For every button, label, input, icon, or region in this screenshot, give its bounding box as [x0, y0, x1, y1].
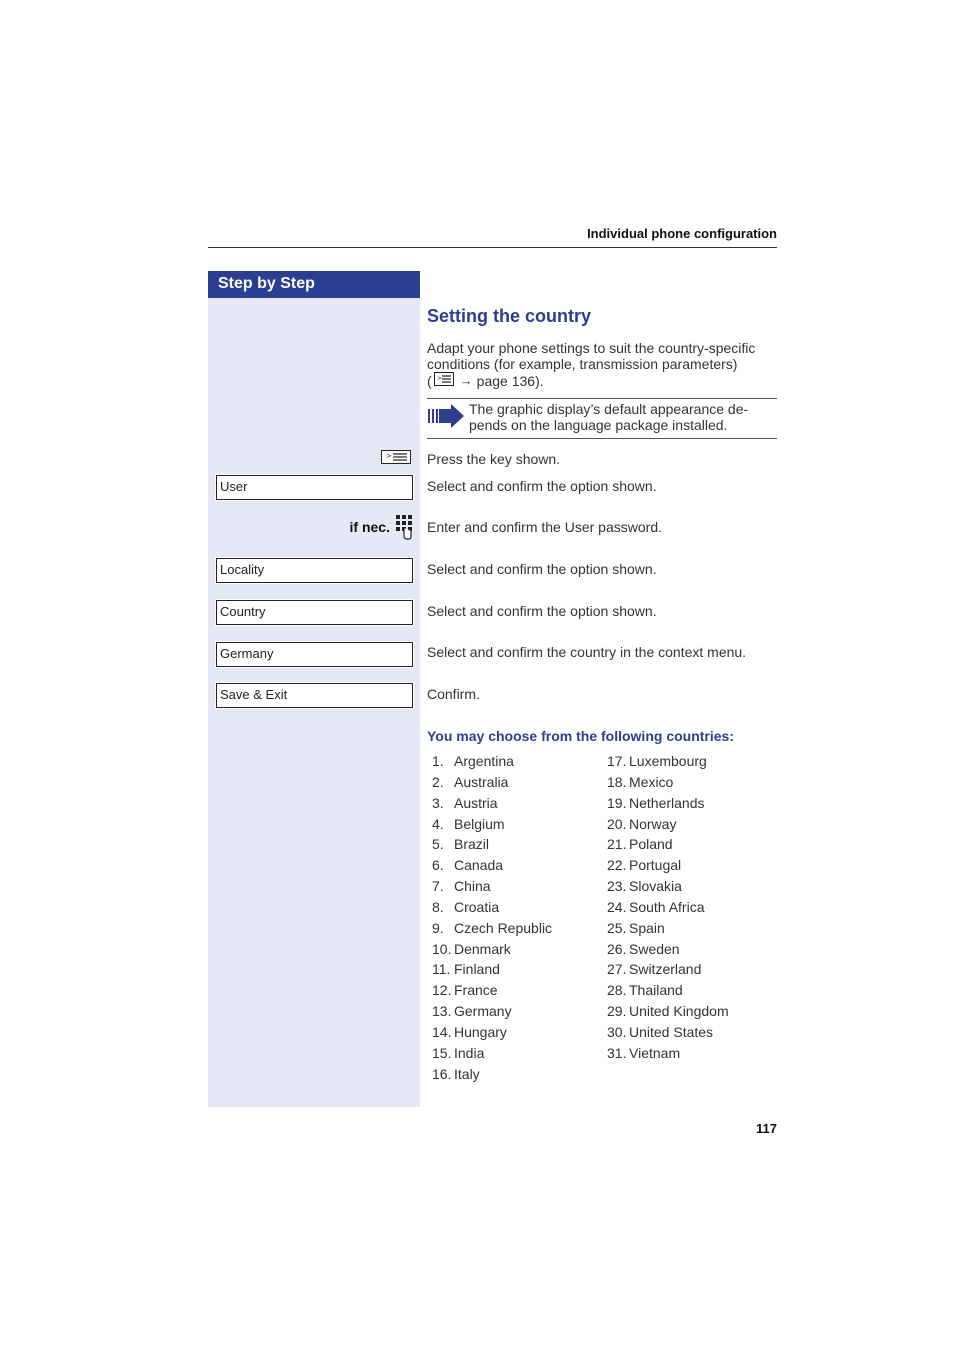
- country-name: Austria: [454, 794, 498, 811]
- list-item: [607, 1022, 777, 1043]
- countries-heading: You may choose from the following countries:: [427, 728, 734, 744]
- list-item: [607, 980, 777, 1001]
- country-number: 31.: [607, 1044, 627, 1061]
- step-text-2: Select and confirm the option shown.: [427, 478, 657, 494]
- intro-paragraph: [427, 340, 777, 389]
- country-name: Spain: [629, 919, 665, 936]
- intro-line-1: Adapt your phone settings to suit the country-specific: [427, 340, 756, 356]
- option-save-exit[interactable]: Save & Exit: [216, 683, 413, 708]
- list-item: [432, 751, 602, 772]
- country-name: Canada: [454, 857, 504, 874]
- country-name: South Africa: [629, 898, 705, 915]
- country-name: India: [454, 1044, 485, 1061]
- list-item: [607, 959, 777, 980]
- country-number: 29.: [607, 1003, 627, 1020]
- list-item: [432, 1001, 602, 1022]
- country-name: Hungary: [454, 1023, 507, 1040]
- country-name: Thailand: [629, 982, 683, 999]
- country-number: 15.: [432, 1044, 452, 1061]
- list-item: [607, 897, 777, 918]
- section-header: Individual phone configuration: [587, 226, 777, 241]
- page-reference[interactable]: page 136).: [476, 372, 544, 389]
- country-name: Brazil: [454, 836, 490, 853]
- list-item: [432, 1022, 602, 1043]
- list-item: [607, 814, 777, 835]
- step-by-step-title: Step by Step: [208, 271, 420, 298]
- option-country[interactable]: Country: [216, 600, 413, 625]
- list-item: [432, 959, 602, 980]
- arrow-right-icon: →: [459, 372, 473, 388]
- note-bottom-rule: [427, 438, 777, 439]
- country-number: 2.: [432, 773, 444, 790]
- list-item: [432, 772, 602, 793]
- country-number: 22.: [607, 857, 627, 874]
- menu-key-icon: [381, 450, 411, 469]
- list-item: [607, 793, 777, 814]
- country-number: 10.: [432, 940, 452, 957]
- country-number: 8.: [432, 898, 444, 915]
- page-number: 117: [756, 1121, 777, 1136]
- list-item: [432, 793, 602, 814]
- note-line-1: The graphic display’s default appearance de-: [469, 401, 749, 417]
- list-item: [432, 980, 602, 1001]
- step-text-1: Press the key shown.: [427, 451, 561, 467]
- svg-text:>: >: [436, 375, 442, 382]
- list-item: [432, 876, 602, 897]
- country-number: 26.: [607, 940, 627, 957]
- list-item: [432, 855, 602, 876]
- keypad-icon: [395, 514, 413, 545]
- list-item: [432, 939, 602, 960]
- country-number: 11.: [432, 961, 451, 978]
- option-locality[interactable]: Locality: [216, 558, 413, 583]
- if-nec-label: if nec.: [349, 519, 390, 535]
- country-number: 4.: [432, 815, 444, 832]
- country-number: 7.: [432, 878, 444, 895]
- country-number: 24.: [607, 898, 627, 915]
- list-item: [432, 918, 602, 939]
- country-number: 3.: [432, 794, 444, 811]
- menu-key-icon: [434, 372, 454, 389]
- country-name: Portugal: [629, 857, 682, 874]
- note-arrow-icon: [427, 404, 465, 433]
- country-name: Argentina: [454, 753, 514, 769]
- note-top-rule: [427, 398, 777, 399]
- country-number: 28.: [607, 982, 627, 999]
- country-name: United Kingdom: [629, 1003, 729, 1020]
- country-name: Finland: [454, 961, 500, 978]
- step-text-7: Confirm.: [427, 686, 480, 702]
- country-name: Italy: [454, 1065, 480, 1082]
- country-name: Czech Republic: [454, 919, 553, 936]
- country-name: Slovakia: [629, 878, 682, 895]
- note-text: [469, 401, 769, 433]
- country-name: Australia: [454, 773, 509, 790]
- list-item: [607, 834, 777, 855]
- country-number: 19.: [607, 794, 627, 811]
- list-item: [607, 939, 777, 960]
- list-item: [607, 751, 777, 772]
- list-item: [607, 1001, 777, 1022]
- list-item: [607, 876, 777, 897]
- list-item: [432, 814, 602, 835]
- country-number: 16.: [432, 1065, 452, 1082]
- country-name: Vietnam: [629, 1044, 681, 1061]
- country-number: 18.: [607, 773, 627, 790]
- country-name: Switzerland: [629, 961, 702, 978]
- list-item: [607, 855, 777, 876]
- country-number: 23.: [607, 878, 627, 895]
- country-name: Belgium: [454, 815, 505, 832]
- step-text-4: Select and confirm the option shown.: [427, 561, 657, 577]
- country-number: 5.: [432, 836, 444, 853]
- country-number: 25.: [607, 919, 627, 936]
- svg-text:>: >: [386, 452, 392, 460]
- country-number: 14.: [432, 1023, 452, 1040]
- country-name: Norway: [629, 815, 677, 832]
- intro-line-2: conditions (for example, transmission parameters): [427, 356, 738, 372]
- list-item: [432, 1064, 602, 1085]
- country-name: Denmark: [454, 940, 511, 957]
- country-number: 9.: [432, 919, 444, 936]
- list-item: [607, 918, 777, 939]
- note-line-2: pends on the language package installed.: [469, 417, 728, 433]
- country-list-left: [432, 751, 602, 1085]
- list-item: [432, 834, 602, 855]
- country-name: France: [454, 982, 498, 999]
- header-divider: [208, 247, 777, 248]
- page-title: Setting the country: [427, 306, 592, 326]
- country-list-right: [607, 751, 777, 1064]
- option-user[interactable]: User: [216, 475, 413, 500]
- country-name: Luxembourg: [629, 753, 707, 769]
- country-number: 6.: [432, 857, 444, 874]
- country-name: Poland: [629, 836, 673, 853]
- country-name: Netherlands: [629, 794, 705, 811]
- list-item: [432, 1043, 602, 1064]
- list-item: [607, 1043, 777, 1064]
- step-text-3: Enter and confirm the User password.: [427, 519, 662, 535]
- list-item: [432, 897, 602, 918]
- country-number: 13.: [432, 1003, 452, 1020]
- country-number: 30.: [607, 1023, 627, 1040]
- country-number: 20.: [607, 815, 627, 832]
- country-name: United States: [629, 1023, 714, 1040]
- country-name: Croatia: [454, 898, 500, 915]
- step-text-5: Select and confirm the option shown.: [427, 603, 657, 619]
- country-number: 21.: [607, 836, 627, 853]
- country-name: Sweden: [629, 940, 680, 957]
- country-name: Germany: [454, 1003, 512, 1020]
- step-text-6: Select and confirm the country in the context menu.: [427, 644, 747, 660]
- country-number: 27.: [607, 961, 627, 978]
- option-germany[interactable]: Germany: [216, 642, 413, 667]
- country-name: China: [454, 878, 491, 895]
- country-name: Mexico: [629, 773, 674, 790]
- country-number: 17.: [607, 753, 627, 769]
- country-number: 12.: [432, 982, 452, 999]
- list-item: [607, 772, 777, 793]
- intro-line-3: ( > → page 136).: [427, 372, 544, 389]
- country-number: 1.: [432, 753, 444, 769]
